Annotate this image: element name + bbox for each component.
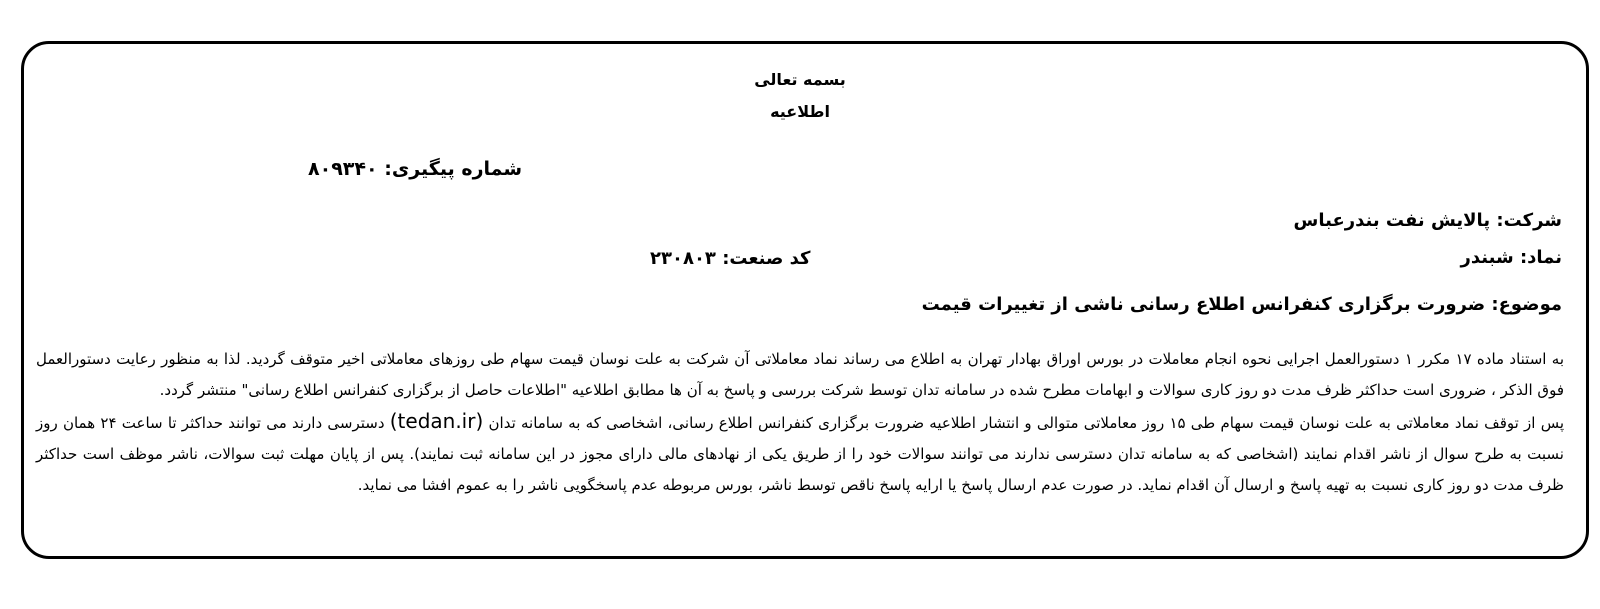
company-line [1294, 210, 1562, 231]
body-paragraph-1: به استناد ماده ۱۷ مکرر ۱ دستورالعمل اجرایی نحوه انجام معاملات در بورس اوراق بهادار تهران به اطلاع می رساند نماد معاملاتی آن شرکت به علت نوسان قیمت سهام طی روزهای معاملاتی اخیر متوقف گردید. لذا به منظور رعایت دستورالعمل فوق الذکر ، ضروری است حداکثر ظرف مدت دو روز کاری سوالات و ابهامات مطرح شده در سامانه تدان توسط شرکت بررسی و پاسخ به آن ها مطابق اطلاعیه "اطلاعات حاصل از برگزاری کنفرانس اطلاع رسانی" منتشر گردد. [36, 350, 1565, 399]
company-label: شرکت: [1496, 210, 1562, 231]
tracking-number-value: ۸۰۹۳۴۰ [308, 158, 378, 180]
doc-type-title: اطلاعیه [770, 102, 830, 121]
body-text [36, 344, 1564, 501]
symbol-value: شبندر [1460, 247, 1514, 268]
symbol-line [1461, 247, 1562, 268]
industry-code-value: ۲۳۰۸۰۳ [650, 248, 716, 269]
subject-text: ضرورت برگزاری کنفرانس اطلاع رسانی ناشی از تغییرات قیمت [921, 294, 1486, 315]
subject-line [922, 294, 1562, 315]
body-paragraph-2 [36, 406, 1564, 501]
body-paragraph-2-before-link: پس از توقف نماد معاملاتی به علت نوسان قیمت سهام طی ۱۵ روز معاملاتی متوالی و انتشار اطلاعیه ضرورت برگزاری کنفرانس اطلاع رسانی، اشخاصی که به سامانه تدان [483, 414, 1564, 432]
subject-label: موضوع: [1491, 294, 1562, 315]
symbol-label: نماد: [1519, 247, 1562, 268]
industry-code-line [650, 248, 811, 269]
tracking-number-label: شماره پیگیری: [384, 158, 523, 180]
body-paragraph-2-after-link: دسترسی دارند می توانند حداکثر تا ساعت ۲۴ همان روز نسبت به طرح سوال از ناشر اقدام نمایند (اشخاصی که به سامانه تدان دسترسی ندارند می توانند سوالات خود را از طریق یکی از نهادهای مالی دارای مجوز در این سامانه ثبت نمایند). پس از پایان مهلت ثبت سوالات، ناشر موظف است حداکثر ظرف مدت دو روز کاری نسبت به تهیه پاسخ و ارسال آن اقدام نماید. در صورت عدم ارسال پاسخ یا ارایه پاسخ ناقص توسط ناشر، بورس مربوطه عدم پاسخگویی ناشر را به عموم افشا می نماید. [36, 414, 1564, 494]
industry-code-label: کد صنعت: [722, 248, 811, 269]
tracking-number-line [308, 158, 522, 180]
bismillah-text: بسمه تعالی [754, 70, 846, 89]
company-name: پالایش نفت بندرعباس [1293, 210, 1491, 231]
tedan-site-text: (tedan.ir) [389, 409, 484, 433]
